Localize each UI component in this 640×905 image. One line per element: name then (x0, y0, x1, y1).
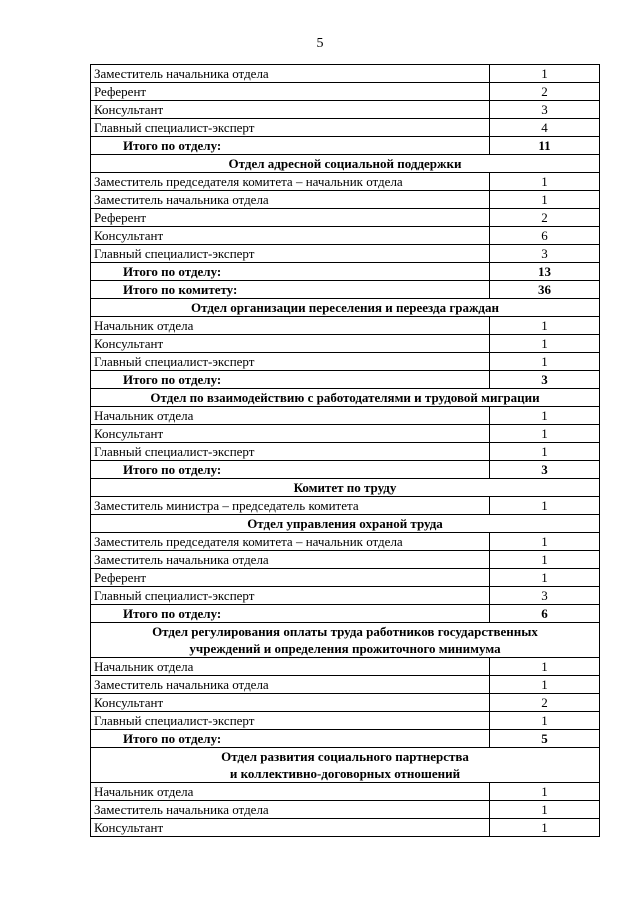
position-row (91, 335, 600, 353)
total-count: 36 (490, 281, 600, 299)
staffing-table (90, 64, 600, 837)
position-name: Консультант (91, 819, 490, 837)
position-count: 1 (490, 783, 600, 801)
total-label: Итого по отделу: (91, 461, 490, 479)
position-count: 1 (490, 497, 600, 515)
position-name: Главный специалист-эксперт (91, 712, 490, 730)
position-name: Начальник отдела (91, 783, 490, 801)
total-row (91, 730, 600, 748)
position-name: Главный специалист-эксперт (91, 245, 490, 263)
position-name: Главный специалист-эксперт (91, 587, 490, 605)
position-count: 1 (490, 407, 600, 425)
position-row (91, 569, 600, 587)
position-count: 1 (490, 173, 600, 191)
position-count: 3 (490, 587, 600, 605)
position-row (91, 101, 600, 119)
position-count: 1 (490, 551, 600, 569)
position-count: 1 (490, 801, 600, 819)
position-count: 1 (490, 317, 600, 335)
department-header (91, 515, 600, 533)
page-number: 5 (316, 36, 324, 51)
department-header-line: Отдел развития социального партнерства (221, 749, 469, 764)
total-label: Итого по отделу: (91, 605, 490, 623)
department-header-row (91, 389, 600, 407)
position-count: 2 (490, 694, 600, 712)
department-header-line: Отдел управления охраной труда (247, 516, 443, 531)
total-count: 13 (490, 263, 600, 281)
department-header-line: Отдел организации переселения и переезда граждан (191, 300, 499, 315)
position-count: 1 (490, 443, 600, 461)
position-name: Консультант (91, 335, 490, 353)
position-row (91, 317, 600, 335)
department-header (91, 155, 600, 173)
department-header (91, 479, 600, 497)
position-name: Консультант (91, 227, 490, 245)
position-name: Главный специалист-эксперт (91, 443, 490, 461)
position-row (91, 353, 600, 371)
position-row (91, 658, 600, 676)
total-label: Итого по отделу: (91, 371, 490, 389)
total-count: 6 (490, 605, 600, 623)
total-label: Итого по отделу: (91, 263, 490, 281)
position-name: Заместитель начальника отдела (91, 676, 490, 694)
position-name: Консультант (91, 425, 490, 443)
position-count: 1 (490, 658, 600, 676)
position-name: Заместитель начальника отдела (91, 551, 490, 569)
position-row (91, 783, 600, 801)
total-count: 3 (490, 371, 600, 389)
department-header-row (91, 299, 600, 317)
position-count: 6 (490, 227, 600, 245)
total-count: 11 (490, 137, 600, 155)
total-row (91, 137, 600, 155)
department-header-line: учреждений и определения прожиточного минимума (189, 641, 501, 656)
position-count: 2 (490, 83, 600, 101)
position-row (91, 425, 600, 443)
total-row (91, 371, 600, 389)
department-header (91, 623, 600, 658)
position-row (91, 173, 600, 191)
position-count: 2 (490, 209, 600, 227)
position-name: Начальник отдела (91, 658, 490, 676)
position-row (91, 587, 600, 605)
position-count: 1 (490, 335, 600, 353)
position-name: Референт (91, 83, 490, 101)
department-header-line: Отдел адресной социальной поддержки (228, 156, 462, 171)
position-row (91, 191, 600, 209)
position-row (91, 551, 600, 569)
position-row (91, 533, 600, 551)
total-row (91, 263, 600, 281)
position-name: Заместитель начальника отдела (91, 191, 490, 209)
position-count: 1 (490, 191, 600, 209)
department-header-row (91, 623, 600, 658)
department-header-line: Отдел регулирования оплаты труда работников государственных (152, 624, 538, 639)
position-count: 4 (490, 119, 600, 137)
position-row (91, 712, 600, 730)
position-count: 3 (490, 101, 600, 119)
position-count: 3 (490, 245, 600, 263)
department-header-line: Комитет по труду (293, 480, 397, 495)
department-header-row (91, 748, 600, 783)
position-count: 1 (490, 712, 600, 730)
position-name: Главный специалист-эксперт (91, 119, 490, 137)
position-row (91, 801, 600, 819)
position-name: Заместитель начальника отдела (91, 65, 490, 83)
total-count: 5 (490, 730, 600, 748)
department-header-row (91, 515, 600, 533)
department-header-line: Отдел по взаимодействию с работодателями и трудовой миграции (150, 390, 540, 405)
position-row (91, 676, 600, 694)
total-row (91, 605, 600, 623)
position-name: Консультант (91, 694, 490, 712)
total-label: Итого по отделу: (91, 137, 490, 155)
total-label: Итого по комитету: (91, 281, 490, 299)
department-header (91, 389, 600, 407)
position-count: 1 (490, 819, 600, 837)
position-name: Референт (91, 209, 490, 227)
position-count: 1 (490, 65, 600, 83)
total-row (91, 461, 600, 479)
position-count: 1 (490, 425, 600, 443)
department-header-row (91, 479, 600, 497)
position-name: Начальник отдела (91, 317, 490, 335)
staffing-table-body (91, 65, 600, 837)
total-label: Итого по отделу: (91, 730, 490, 748)
position-row (91, 497, 600, 515)
position-name: Главный специалист-эксперт (91, 353, 490, 371)
position-row (91, 245, 600, 263)
position-name: Заместитель председателя комитета – начальник отдела (91, 173, 490, 191)
position-row (91, 407, 600, 425)
position-row (91, 227, 600, 245)
position-name: Заместитель министра – председатель комитета (91, 497, 490, 515)
position-name: Референт (91, 569, 490, 587)
position-name: Заместитель председателя комитета – начальник отдела (91, 533, 490, 551)
position-row (91, 694, 600, 712)
position-count: 1 (490, 569, 600, 587)
position-count: 1 (490, 676, 600, 694)
position-row (91, 83, 600, 101)
position-count: 1 (490, 533, 600, 551)
position-row (91, 119, 600, 137)
position-name: Консультант (91, 101, 490, 119)
position-row (91, 65, 600, 83)
department-header-line: и коллективно-договорных отношений (229, 766, 461, 781)
department-header (91, 748, 600, 783)
department-header-row (91, 155, 600, 173)
department-header (91, 299, 600, 317)
total-row (91, 281, 600, 299)
position-row (91, 209, 600, 227)
total-count: 3 (490, 461, 600, 479)
position-row (91, 819, 600, 837)
position-count: 1 (490, 353, 600, 371)
position-row (91, 443, 600, 461)
position-name: Начальник отдела (91, 407, 490, 425)
position-name: Заместитель начальника отдела (91, 801, 490, 819)
